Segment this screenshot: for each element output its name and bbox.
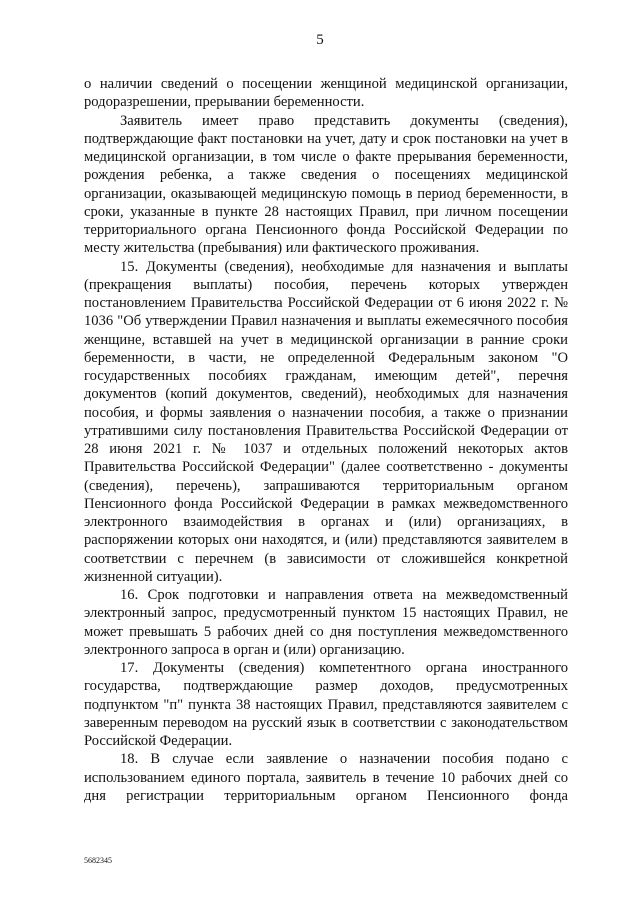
paragraph-item-15: 15. Документы (сведения), необходимые для назначения и выплаты (прекращения выплаты) пособия, перечень которых утвержден постановлением Правительства Российской Федерации от 6 июня 2022 г. № 1036 "Об утверждении Правил назначения и выплаты ежемесячного пособия женщине, вставшей на учет в медицинской организации в ранние сроки беременности, в части, не определенной Федеральным законом "О государственных пособиях гражданам, имеющим детей", перечня документов (копий документов, сведений), необходимых для назначения пособия, и формы заявления о назначении пособия, а также о признании утратившими силу постановления Правительства Российской Федерации от 28 июня 2021 г. № 1037 и отдельных положений некоторых актов Правительства Российской Федерации" (далее соответственно - документы (сведения), перечень), запрашиваются территориальным органом Пенсионного фонда Российской Федерации в рамках межведомственного электронного взаимодействия в органах и (или) организациях, в распоряжении которых они находятся, и (или) представляются заявителем в соответствии с перечнем (в зависимости от сложившейся конкретной жизненной ситуации). <box>84 258 568 585</box>
paragraph-applicant-right: Заявитель имеет право представить документы (сведения), подтверждающие факт постановки на учет, дату и срок постановки на учет в медицинской организации, в том числе о факте прерывания беременности, рождения ребенка, а также сведения о посещениях медицинской организации, оказывающей медицинскую помощь в период беременности, в сроки, указанные в пункте 28 настоящих Правил, при личном посещении территориального органа Пенсионного фонда Российской Федерации по месту жительства (пребывания) или фактического проживания. <box>84 112 568 257</box>
document-code: 5682345 <box>84 856 112 865</box>
paragraph-item-18: 18. В случае если заявление о назначении пособия подано с использованием единого портала, заявитель в течение 10 рабочих дней со дня регистрации территориальным органом Пенсионного фонда <box>84 751 568 804</box>
paragraph-continuation: о наличии сведений о посещении женщиной медицинской организации, родоразрешении, прерывании беременности. <box>84 76 568 111</box>
paragraph-item-17: 17. Документы (сведения) компетентного органа иностранного государства, подтверждающие размер доходов, предусмотренных подпунктом "п" пункта 38 настоящих Правил, представляются заявителем с заверенным переводом на русский язык в соответствии с законодательством Российской Федерации. <box>84 660 568 749</box>
paragraph-item-16: 16. Срок подготовки и направления ответа на межведомственный электронный запрос, предусмотренный пунктом 15 настоящих Правил, не может превышать 5 рабочих дней со дня поступления межведомственного электронного запроса в орган и (или) организацию. <box>84 587 568 658</box>
document-body <box>84 75 568 805</box>
page-number: 5 <box>316 32 324 48</box>
